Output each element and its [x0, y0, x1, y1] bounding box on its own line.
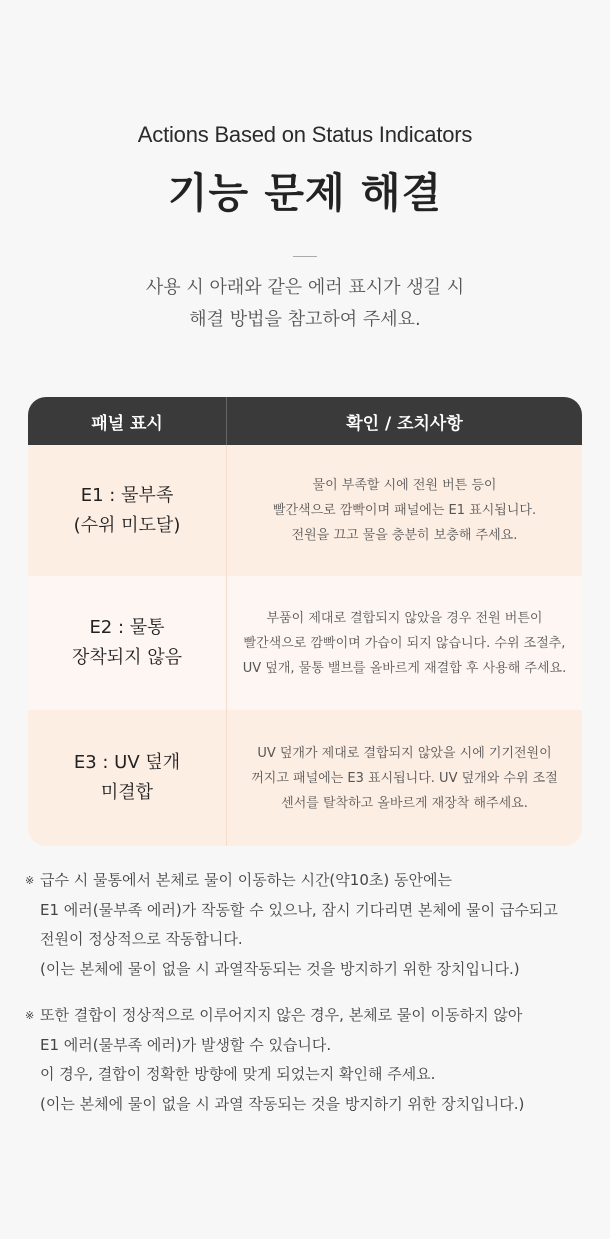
- indicator-code: E2 : 물통: [89, 617, 165, 638]
- page-title: 기능 문제 해결: [167, 169, 443, 217]
- indicator-cell: [28, 576, 227, 710]
- note-line: (이는 본체에 물이 없을 시 과열작동되는 것을 방지하기 위한 장치입니다.): [40, 959, 520, 978]
- note-line: E1 에러(물부족 에러)가 작동할 수 있으나, 잠시 기다리면 본체에 물이 급수되고: [40, 900, 558, 919]
- column-header-indicator: 패널 표시: [28, 397, 227, 445]
- indicator-desc: (수위 미도달): [73, 514, 181, 536]
- table-header: [28, 397, 582, 445]
- action-line: 빨간색으로 깜빡이며 패널에는 E1 표시됩니다.: [272, 503, 537, 518]
- action-line: 꺼지고 패널에는 E3 표시됩니다. UV 덮개와 수위 조절: [251, 770, 558, 786]
- note-mark: ※: [25, 874, 35, 887]
- action-line: 부품이 제대로 결합되지 않았을 경우 전원 버튼이: [266, 610, 543, 626]
- note-text: 또한 결합이 정상적으로 이루어지지 않은 경우, 본체로 물이 이동하지 않아: [40, 1006, 523, 1024]
- note-line: E1 에러(물부족 에러)가 발생할 수 있습니다.: [40, 1035, 332, 1054]
- action-line: 빨간색으로 깜빡이며 가습이 되지 않습니다. 수위 조절추,: [243, 635, 566, 651]
- indicator-cell: [28, 445, 227, 576]
- intro-line: 해결 방법을 참고하여 주세요.: [189, 309, 421, 330]
- indicator-code: E3 : UV 덮개: [73, 752, 181, 773]
- action-line: 전원을 끄고 물을 충분히 보충해 주세요.: [291, 528, 518, 543]
- action-line: UV 덮개, 물통 밸브를 올바르게 재결합 후 사용해 주세요.: [242, 660, 567, 676]
- action-line: 물이 부족할 시에 전원 버튼 등이: [312, 478, 497, 493]
- note-line: [25, 866, 585, 896]
- action-cell: [227, 576, 582, 710]
- action-line: 센서를 탈착하고 올바르게 재장착 해주세요.: [281, 795, 528, 811]
- table-row: [28, 576, 582, 710]
- note-mark: ※: [25, 1009, 35, 1022]
- note-block: [25, 1001, 585, 1119]
- title-divider: [293, 256, 317, 257]
- error-table: [28, 397, 582, 846]
- indicator-cell: [28, 710, 227, 846]
- table-row: [28, 445, 582, 576]
- column-header-action: 확인 / 조치사항: [346, 413, 463, 434]
- note-block: [25, 866, 585, 984]
- table-row: [28, 710, 582, 846]
- intro-line: 사용 시 아래와 같은 에러 표시가 생길 시: [145, 277, 465, 298]
- note-line: [25, 1001, 585, 1031]
- action-cell: [227, 445, 582, 576]
- action-cell: [227, 710, 582, 846]
- note-line: (이는 본체에 물이 없을 시 과열 작동되는 것을 방지하기 위한 장치입니다.): [40, 1094, 525, 1113]
- intro-text: [0, 272, 610, 336]
- note-text: 급수 시 물통에서 본체로 물이 이동하는 시간(약10초) 동안에는: [40, 871, 452, 889]
- section-subtitle: Actions Based on Status Indicators: [137, 122, 473, 147]
- indicator-desc: 미결합: [100, 782, 154, 803]
- indicator-code: E1 : 물부족: [80, 484, 174, 506]
- indicator-desc: 장착되지 않음: [71, 647, 183, 668]
- note-line: 전원이 정상적으로 작동합니다.: [40, 930, 243, 948]
- action-line: UV 덮개가 제대로 결합되지 않았을 시에 기기전원이: [257, 745, 552, 761]
- note-line: 이 경우, 결합이 정확한 방향에 맞게 되었는지 확인해 주세요.: [40, 1065, 436, 1083]
